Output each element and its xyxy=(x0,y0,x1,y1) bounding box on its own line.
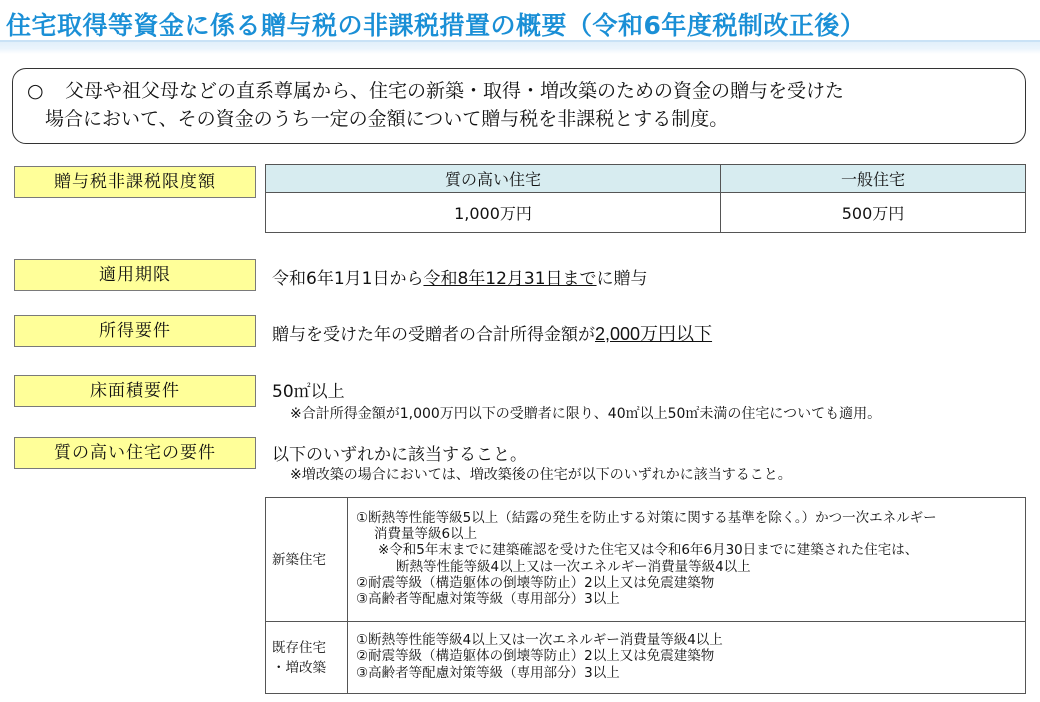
income-text-pre: 贈与を受けた年の受贈者の合計所得金額が xyxy=(272,325,595,345)
circle-bullet-icon: ○ xyxy=(27,80,44,102)
header-high-quality: 質の高い住宅 xyxy=(266,165,721,193)
category-existing xyxy=(266,622,348,694)
period-text xyxy=(272,264,648,289)
limit-header-row xyxy=(266,165,1026,193)
label-income: 所得要件 xyxy=(14,315,256,347)
requirements-existing-body xyxy=(348,622,1026,694)
floor-text: 50㎡以上 xyxy=(272,382,345,402)
period-deadline: 令和8年12月31日まで xyxy=(423,269,597,289)
req-existing-item-3: ③高齢者等配慮対策等級（専用部分）3以上 xyxy=(356,664,620,681)
requirements-row-new xyxy=(266,498,1026,622)
limit-value-row xyxy=(266,193,1026,233)
intro-text-1: 父母や祖父母などの直系尊属から、住宅の新築・取得・増改築のための資金の贈与を受けた xyxy=(65,80,845,102)
req-new-note: ※令和5年末までに建築確認を受けた住宅又は令和6年6月30日までに建築された住宅は、 xyxy=(378,542,919,559)
label-quality-housing: 質の高い住宅の要件 xyxy=(14,437,256,469)
page-title: 住宅取得等資金に係る贈与税の非課税措置の概要（令和6年度税制改正後） xyxy=(6,11,866,40)
req-new-item-2: ②耐震等級（構造躯体の倒壊等防止）2以上又は免震建築物 xyxy=(356,574,715,591)
quality-text: 以下のいずれかに該当すること。 xyxy=(272,445,527,465)
label-exemption-limit: 贈与税非課税限度額 xyxy=(14,166,256,198)
period-text-pre: 令和6年1月1日から xyxy=(272,269,424,289)
requirements-table xyxy=(265,497,1026,694)
intro-box xyxy=(12,68,1026,144)
intro-line-1 xyxy=(27,77,1011,105)
category-existing-line-2: ・増改築 xyxy=(272,659,326,676)
floor-note: ※合計所得金額が1,000万円以下の受贈者に限り、40㎡以上50㎡未満の住宅についても適用。 xyxy=(290,406,882,422)
requirements-row-existing xyxy=(266,622,1026,694)
requirements-new-body xyxy=(348,498,1026,622)
category-existing-line-1: 既存住宅 xyxy=(272,639,326,656)
req-new-item-1b: 消費量等級6以上 xyxy=(374,526,478,543)
period-text-post: に贈与 xyxy=(596,269,648,289)
income-threshold: 2,000万円以下 xyxy=(595,324,713,344)
req-new-item-1: ①断熱等性能等級5以上（結露の発生を防止する対策に関する基準を除く。）かつ一次エネルギー xyxy=(356,509,937,526)
req-existing-item-1: ①断熱等性能等級4以上又は一次エネルギー消費量等級4以上 xyxy=(356,632,723,649)
req-new-item-3: ③高齢者等配慮対策等級（専用部分）3以上 xyxy=(356,590,620,607)
income-text xyxy=(272,320,712,346)
quality-note: ※増改築の場合においては、増改築後の住宅が以下のいずれかに該当すること。 xyxy=(290,467,792,483)
category-new: 新築住宅 xyxy=(266,498,348,622)
label-floor-area: 床面積要件 xyxy=(14,375,256,407)
req-new-note-b: 断熱等性能等級4以上又は一次エネルギー消費量等級4以上 xyxy=(396,558,751,575)
value-high-quality: 1,000万円 xyxy=(266,193,721,233)
header-general: 一般住宅 xyxy=(721,165,1026,193)
intro-text-2: 場合において、その資金のうち一定の金額について贈与税を非課税とする制度。 xyxy=(45,108,729,130)
req-existing-item-2: ②耐震等級（構造躯体の倒壊等防止）2以上又は免震建築物 xyxy=(356,648,715,665)
limit-table xyxy=(265,164,1026,233)
label-period: 適用期限 xyxy=(14,259,256,291)
value-general: 500万円 xyxy=(721,193,1026,233)
